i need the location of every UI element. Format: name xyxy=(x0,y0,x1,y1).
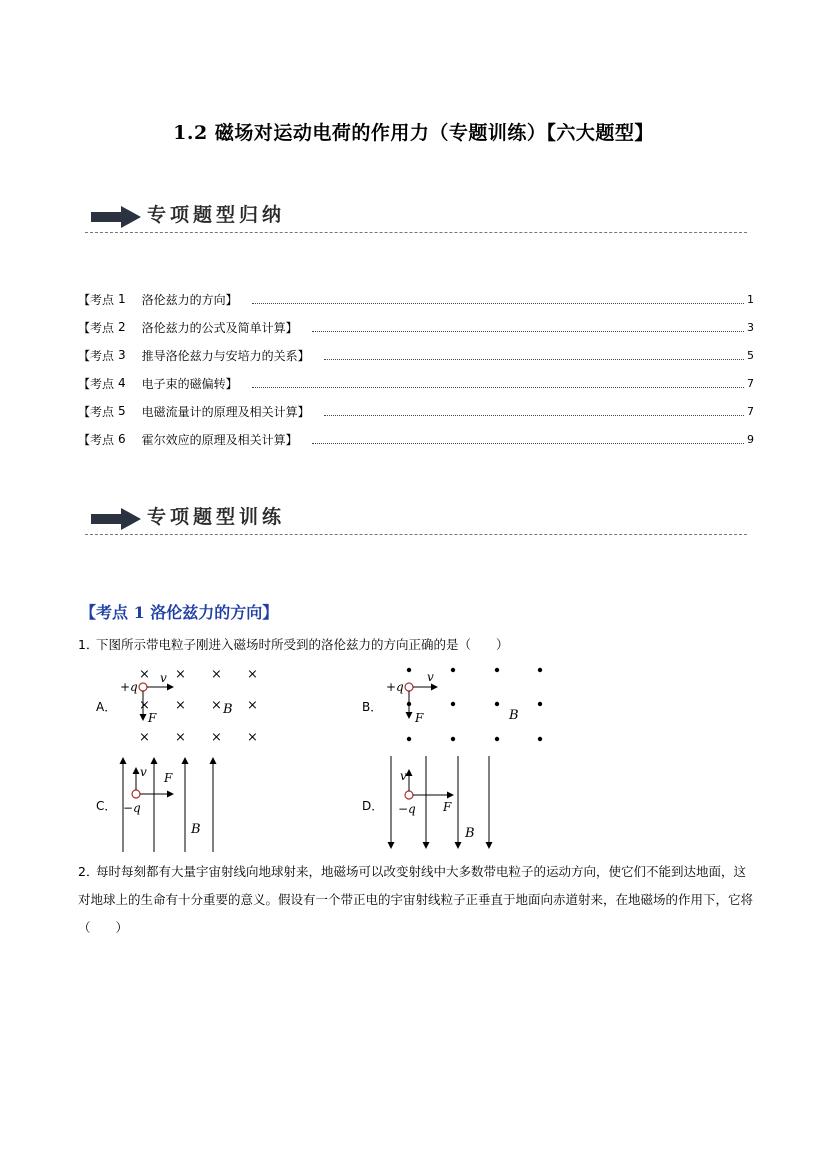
question-1: 1．下图所示带电粒子刚进入磁场时所受到的洛伦兹力的方向正确的是（ ） xyxy=(78,637,509,652)
toc-page: 5 xyxy=(747,348,754,362)
dot-leader xyxy=(312,435,744,444)
page-title: 1.2 磁场对运动电荷的作用力（专题训练）【六大题型】 xyxy=(173,122,654,144)
svg-text:×: × xyxy=(211,730,222,745)
svg-text:v: v xyxy=(427,670,434,684)
svg-text:F: F xyxy=(443,800,452,814)
toc-item[interactable]: 【考点 3 推导洛伦兹力与安培力的关系】 5 xyxy=(78,348,754,363)
figure-c xyxy=(115,752,225,856)
svg-text:F: F xyxy=(415,711,424,725)
dot-leader xyxy=(324,351,744,360)
option-c-label: C． xyxy=(96,799,117,813)
svg-text:B: B xyxy=(191,822,201,837)
toc-item[interactable]: 【考点 1 洛伦兹力的方向】 1 xyxy=(78,292,754,307)
option-a-label: A． xyxy=(96,700,117,714)
section-banner-summary xyxy=(85,196,747,236)
question-text: 每时每刻都有大量宇宙射线向地球射来，地磁场可以改变射线中大多数带电粒子的运动方向，使它们不能到达地面，这对地球上的生命有十分重要的意义。假设有一个带正电的宇宙射线粒子正垂直于地面向赤道射来，在地磁场的作用下，它将（ ） xyxy=(78,864,754,935)
dot-leader xyxy=(312,323,744,332)
svg-text:×: × xyxy=(247,730,258,745)
toc-page: 9 xyxy=(747,432,754,446)
particle xyxy=(139,683,147,691)
svg-text:×: × xyxy=(139,667,150,682)
toc-item[interactable]: 【考点 4 电子束的磁偏转】 7 xyxy=(78,376,754,391)
svg-text:v: v xyxy=(400,769,407,783)
svg-text:×: × xyxy=(247,698,258,713)
svg-text:×: × xyxy=(247,667,258,682)
toc-page: 3 xyxy=(747,320,754,334)
svg-text:B: B xyxy=(223,702,233,717)
figure-a xyxy=(115,662,275,748)
table-of-contents xyxy=(78,285,754,453)
toc-label: 电磁流量计的原理及相关计算】 xyxy=(141,404,310,419)
svg-text:F: F xyxy=(164,771,173,785)
banner-title: 专项题型训练 xyxy=(147,506,286,528)
toc-page: 7 xyxy=(747,404,754,418)
section-banner-training xyxy=(85,498,747,538)
particle xyxy=(405,683,413,691)
toc-item[interactable]: 【考点 5 电磁流量计的原理及相关计算】 7 xyxy=(78,404,754,419)
toc-page: 7 xyxy=(747,376,754,390)
svg-text:B: B xyxy=(509,708,519,723)
figure-b xyxy=(385,662,555,748)
dot-leader xyxy=(252,379,744,388)
toc-label: 洛伦兹力的方向】 xyxy=(141,292,238,307)
svg-text:×: × xyxy=(175,667,186,682)
toc-page: 1 xyxy=(747,292,754,306)
question-2: 2．每时每刻都有大量宇宙射线向地球射来，地磁场可以改变射线中大多数带电粒子的运动方向，使它们不能到达地面，这对地球上的生命有十分重要的意义。假设有一个带正电的宇宙射线粒子正垂直于地面向赤道射来，在地磁场的作用下，它将（ ） xyxy=(78,864,754,935)
arrow-icon xyxy=(91,206,141,228)
svg-text:v: v xyxy=(160,671,167,685)
charge-label: −q xyxy=(398,802,416,816)
svg-text:×: × xyxy=(175,698,186,713)
svg-text:v: v xyxy=(140,765,147,779)
banner-title: 专项题型归纳 xyxy=(147,204,286,226)
divider xyxy=(85,232,747,233)
toc-label: 电子束的磁偏转】 xyxy=(141,376,238,391)
svg-text:×: × xyxy=(211,698,222,713)
arrow-icon xyxy=(91,508,141,530)
charge-label: +q xyxy=(386,680,404,694)
toc-label: 洛伦兹力的公式及简单计算】 xyxy=(141,320,298,335)
charge-label: +q xyxy=(120,680,138,694)
svg-text:×: × xyxy=(175,730,186,745)
charge-label: −q xyxy=(123,801,141,815)
figure-d xyxy=(385,752,500,856)
toc-item[interactable]: 【考点 6 霍尔效应的原理及相关计算】 9 xyxy=(78,432,754,447)
toc-label: 霍尔效应的原理及相关计算】 xyxy=(141,432,298,447)
magnetic-field-cross-grid xyxy=(139,667,258,745)
section-heading: 【考点 1 洛伦兹力的方向】 xyxy=(80,603,279,622)
option-d-label: D． xyxy=(362,799,384,813)
dot-leader xyxy=(252,295,744,304)
particle xyxy=(132,790,140,798)
question-text: 下图所示带电粒子刚进入磁场时所受到的洛伦兹力的方向正确的是（ ） xyxy=(96,637,509,652)
divider xyxy=(85,534,747,535)
svg-text:B: B xyxy=(465,826,475,841)
option-b-label: B． xyxy=(362,700,383,714)
svg-text:×: × xyxy=(139,730,150,745)
svg-text:×: × xyxy=(211,667,222,682)
toc-label: 推导洛伦兹力与安培力的关系】 xyxy=(141,348,310,363)
svg-text:F: F xyxy=(148,711,157,725)
dot-leader xyxy=(324,407,744,416)
toc-item[interactable]: 【考点 2 洛伦兹力的公式及简单计算】 3 xyxy=(78,320,754,335)
particle xyxy=(405,791,413,799)
svg-text:×: × xyxy=(139,698,150,713)
